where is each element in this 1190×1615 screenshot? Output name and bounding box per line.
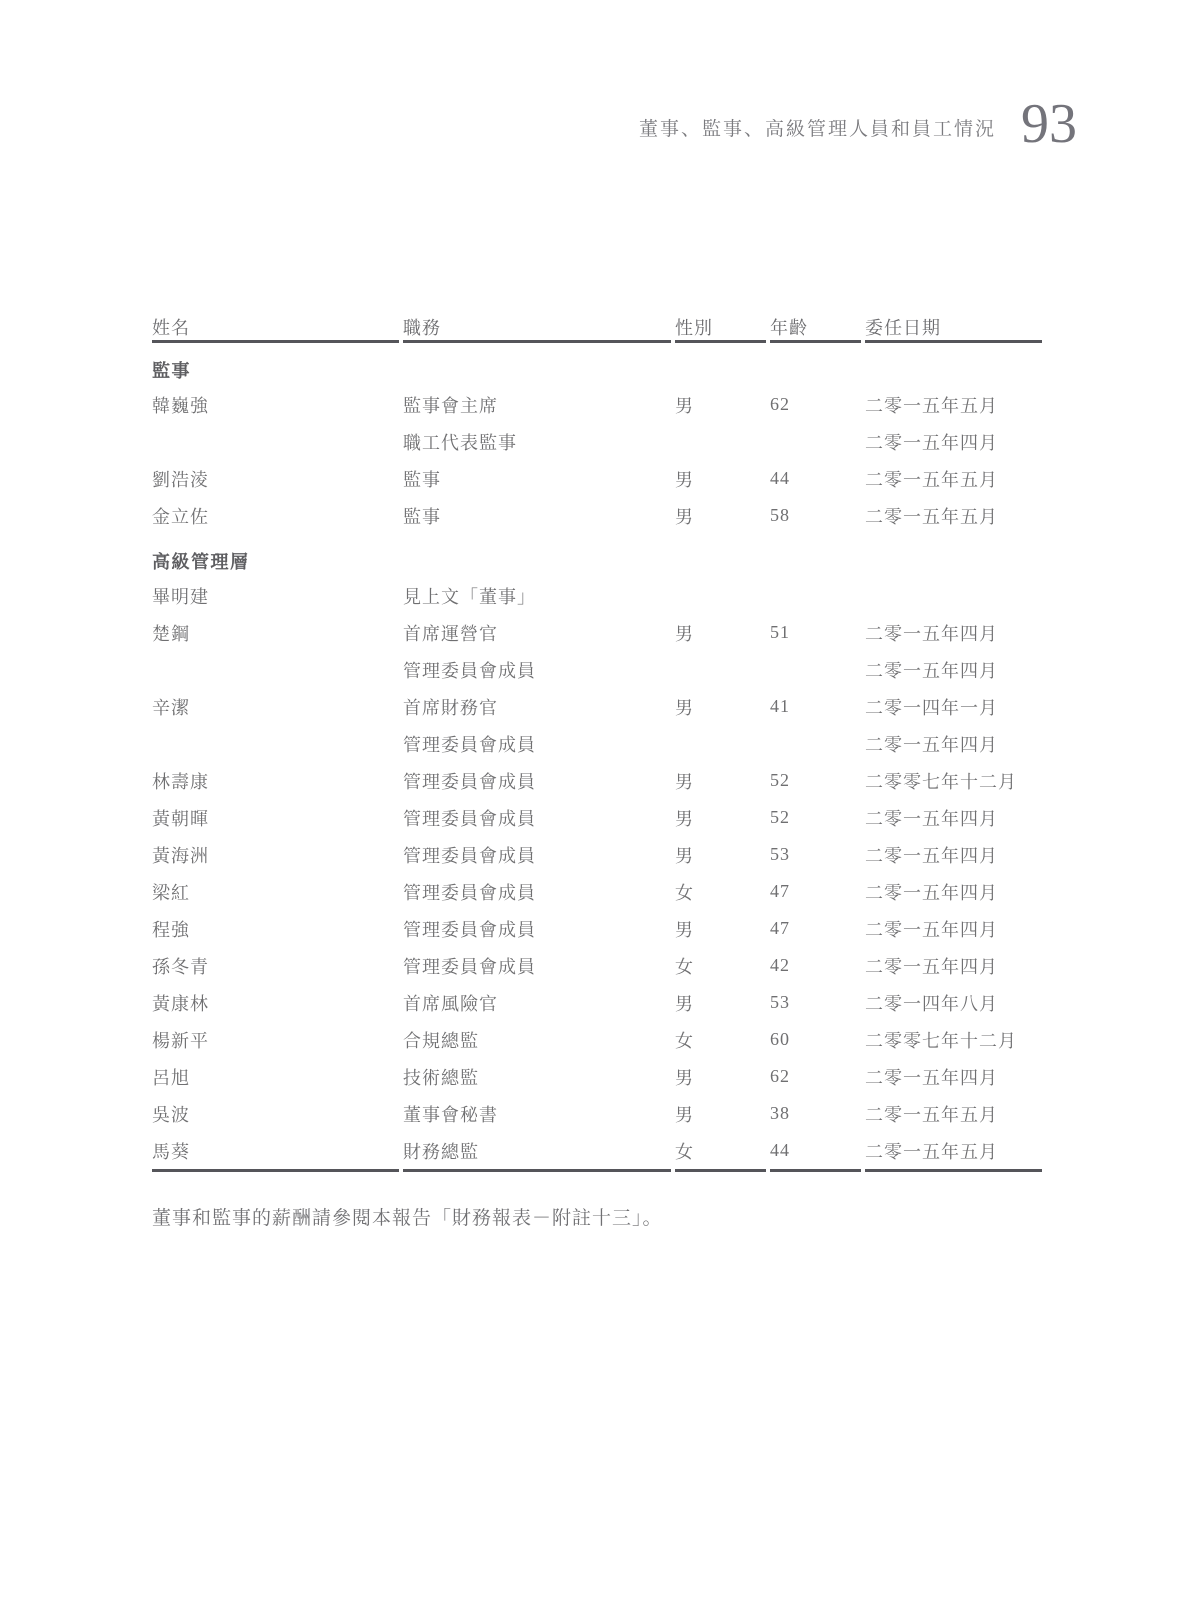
name-cell: 楊新平 <box>152 1030 209 1051</box>
date-cell: 二零一五年五月 <box>865 1104 998 1125</box>
name-cell: 梁紅 <box>152 882 190 903</box>
age-cell: 52 <box>770 807 790 827</box>
name-cell: 程強 <box>152 919 190 940</box>
date-cell: 二零一四年一月 <box>865 697 998 718</box>
age-cell: 47 <box>770 881 790 901</box>
position-cell: 管理委員會成員 <box>403 660 536 681</box>
age-cell: 62 <box>770 1066 790 1086</box>
position-cell: 管理委員會成員 <box>403 808 536 829</box>
date-cell: 二零一五年四月 <box>865 432 998 453</box>
column-header-age: 年齡 <box>770 296 861 343</box>
table-body <box>152 343 1042 1172</box>
age-cell: 41 <box>770 696 790 716</box>
table-row <box>152 984 1042 1021</box>
gender-cell: 男 <box>675 1067 694 1088</box>
position-cell: 董事會秘書 <box>403 1104 498 1125</box>
page-header <box>638 93 1077 155</box>
date-cell: 二零一五年四月 <box>865 882 998 903</box>
date-cell: 二零零七年十二月 <box>865 1030 1017 1051</box>
gender-cell: 男 <box>675 1104 694 1125</box>
gender-cell <box>675 725 766 762</box>
date-cell: 二零一四年八月 <box>865 993 998 1014</box>
name-cell: 林壽康 <box>152 771 209 792</box>
table-row <box>152 651 1042 688</box>
name-cell: 吳波 <box>152 1104 190 1125</box>
name-cell: 呂旭 <box>152 1067 190 1088</box>
gender-cell: 男 <box>675 771 694 792</box>
position-cell: 合規總監 <box>403 1030 479 1051</box>
position-cell: 財務總監 <box>403 1132 671 1172</box>
date-cell: 二零一五年四月 <box>865 808 998 829</box>
age-cell: 60 <box>770 1029 790 1049</box>
age-cell: 62 <box>770 394 790 414</box>
name-cell: 馬葵 <box>152 1132 399 1172</box>
age-cell: 42 <box>770 955 790 975</box>
column-header-name: 姓名 <box>152 296 399 343</box>
table-row <box>152 762 1042 799</box>
name-cell: 黃康林 <box>152 993 209 1014</box>
position-cell: 管理委員會成員 <box>403 956 536 977</box>
table-row <box>152 725 1042 762</box>
position-cell: 管理委員會成員 <box>403 919 536 940</box>
table-row <box>152 386 1042 423</box>
date-cell: 二零一五年四月 <box>865 734 998 755</box>
gender-cell <box>675 423 766 460</box>
age-cell <box>770 423 861 460</box>
table-row <box>152 1132 1042 1172</box>
name-cell: 辛潔 <box>152 697 190 718</box>
table-row <box>152 910 1042 947</box>
table-row <box>152 423 1042 460</box>
section-row <box>152 534 1042 577</box>
date-cell: 二零一五年四月 <box>865 919 998 940</box>
position-cell: 管理委員會成員 <box>403 845 536 866</box>
position-cell: 首席財務官 <box>403 697 498 718</box>
gender-cell: 女 <box>675 882 694 903</box>
gender-cell <box>675 577 766 614</box>
position-cell: 見上文「董事」 <box>403 586 536 607</box>
table-row <box>152 577 1042 614</box>
position-cell: 技術總監 <box>403 1067 479 1088</box>
date-cell: 二零一五年五月 <box>865 469 998 490</box>
table-row <box>152 1095 1042 1132</box>
age-cell <box>770 725 861 762</box>
name-cell: 韓巍強 <box>152 395 209 416</box>
table-row <box>152 1021 1042 1058</box>
column-header-date: 委任日期 <box>865 296 1042 343</box>
table-row <box>152 1058 1042 1095</box>
table-row <box>152 836 1042 873</box>
table-row <box>152 688 1042 725</box>
date-cell: 二零一五年五月 <box>865 1132 1042 1172</box>
name-cell: 黃朝暉 <box>152 808 209 829</box>
date-cell: 二零一五年五月 <box>865 395 998 416</box>
section-header-cell: 監事 <box>152 361 191 381</box>
date-cell: 二零一五年四月 <box>865 623 998 644</box>
position-cell: 監事會主席 <box>403 395 498 416</box>
gender-cell: 男 <box>675 623 694 644</box>
position-cell: 管理委員會成員 <box>403 734 536 755</box>
date-cell: 二零一五年四月 <box>865 956 998 977</box>
name-cell <box>152 423 399 460</box>
position-cell: 首席運營官 <box>403 623 498 644</box>
date-cell <box>865 577 1042 614</box>
gender-cell: 男 <box>675 919 694 940</box>
column-header-position: 職務 <box>403 296 671 343</box>
date-cell: 二零一五年四月 <box>865 1067 998 1088</box>
gender-cell: 男 <box>675 395 694 416</box>
age-cell: 53 <box>770 844 790 864</box>
gender-cell: 男 <box>675 697 694 718</box>
gender-cell: 男 <box>675 993 694 1014</box>
table-header-row <box>152 296 1042 343</box>
name-cell: 楚鋼 <box>152 623 190 644</box>
age-cell <box>770 651 861 688</box>
gender-cell: 男 <box>675 469 694 490</box>
age-cell: 38 <box>770 1103 790 1123</box>
age-cell <box>770 577 861 614</box>
date-cell: 二零零七年十二月 <box>865 771 1017 792</box>
gender-cell: 男 <box>675 845 694 866</box>
age-cell: 47 <box>770 918 790 938</box>
name-cell: 劉浩淩 <box>152 469 209 490</box>
gender-cell: 女 <box>675 1030 694 1051</box>
management-table <box>148 296 1046 1172</box>
position-cell: 職工代表監事 <box>403 432 517 453</box>
gender-cell: 女 <box>675 1132 766 1172</box>
name-cell <box>152 651 399 688</box>
section-header-cell: 高級管理層 <box>152 552 250 572</box>
age-cell: 52 <box>770 770 790 790</box>
column-header-gender: 性別 <box>675 296 766 343</box>
name-cell: 黃海洲 <box>152 845 209 866</box>
page-number: 93 <box>1021 93 1077 155</box>
age-cell: 53 <box>770 992 790 1012</box>
position-cell: 管理委員會成員 <box>403 771 536 792</box>
position-cell: 監事 <box>403 506 441 527</box>
name-cell: 金立佐 <box>152 506 209 527</box>
table-row <box>152 497 1042 534</box>
gender-cell: 男 <box>675 506 694 527</box>
age-cell: 51 <box>770 622 790 642</box>
name-cell: 畢明建 <box>152 586 209 607</box>
table-row <box>152 799 1042 836</box>
date-cell: 二零一五年五月 <box>865 506 998 527</box>
gender-cell: 男 <box>675 808 694 829</box>
date-cell: 二零一五年四月 <box>865 660 998 681</box>
age-cell: 44 <box>770 468 790 488</box>
age-cell: 58 <box>770 505 790 525</box>
name-cell <box>152 725 399 762</box>
table-header <box>152 296 1042 343</box>
table-row <box>152 947 1042 984</box>
page-header-title: 董事、監事、高級管理人員和員工情況 <box>638 119 996 140</box>
gender-cell: 女 <box>675 956 694 977</box>
name-cell: 孫冬青 <box>152 956 209 977</box>
position-cell: 管理委員會成員 <box>403 882 536 903</box>
section-row <box>152 343 1042 386</box>
position-cell: 監事 <box>403 469 441 490</box>
footnote: 董事和監事的薪酬請參閱本報告「財務報表－附註十三」。 <box>152 1208 663 1229</box>
age-cell: 44 <box>770 1132 861 1172</box>
position-cell: 首席風險官 <box>403 993 498 1014</box>
table-row <box>152 873 1042 910</box>
date-cell: 二零一五年四月 <box>865 845 998 866</box>
gender-cell <box>675 651 766 688</box>
table-row <box>152 614 1042 651</box>
table-row <box>152 460 1042 497</box>
